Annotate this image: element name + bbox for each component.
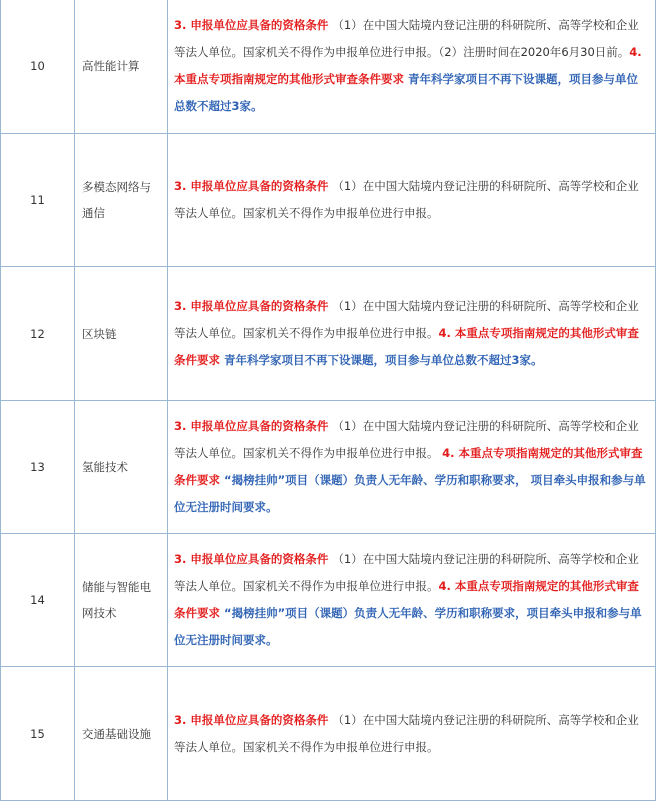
- row-number: 13: [1, 401, 75, 534]
- table-row: [1, 0, 656, 134]
- qualification-heading: 3. 申报单位应具备的资格条件: [174, 712, 333, 727]
- qualification-text: （1）在中国大陆境内登记注册的科研院所、高等学校和企业等法人单位。国家机关不得作为申报单位进行申报。: [174, 712, 639, 754]
- table-row: [1, 134, 656, 267]
- requirements-text: [168, 401, 656, 534]
- qualification-heading: 3. 申报单位应具备的资格条件: [174, 552, 333, 566]
- requirements-text: [168, 0, 656, 134]
- qualification-heading: 3. 申报单位应具备的资格条件: [174, 179, 333, 193]
- other-requirements-text: “揭榜挂帅”项目（课题）负责人无年龄、学历和职称要求， 项目牵头申报和参与单位无注册时间要求。: [174, 473, 646, 514]
- table-row: [1, 267, 656, 401]
- row-number: 10: [1, 0, 75, 134]
- project-name: 多模态网络与通信: [75, 134, 168, 267]
- qualification-text: （1）在中国大陆境内登记注册的科研院所、高等学校和企业等法人单位。国家机关不得作为申报单位进行申报。（2）注册时间在2020年6月30日前。: [174, 18, 639, 59]
- table-row: [1, 534, 656, 667]
- qualification-heading: 3. 申报单位应具备的资格条件: [174, 419, 333, 433]
- project-name: 氢能技术: [75, 401, 168, 534]
- other-requirements-text: “揭榜挂帅”项目（课题）负责人无年龄、学历和职称要求，项目牵头申报和参与单位无注册时间要求。: [174, 606, 642, 647]
- row-number: 11: [1, 134, 75, 267]
- qualification-text: （1）在中国大陆境内登记注册的科研院所、高等学校和企业等法人单位。国家机关不得作为申报单位进行申报。: [174, 299, 639, 340]
- project-name: 高性能计算: [75, 0, 168, 134]
- qualification-heading: 3. 申报单位应具备的资格条件: [174, 299, 333, 313]
- requirements-text: [168, 267, 656, 401]
- row-number: 12: [1, 267, 75, 401]
- qualification-heading: 3. 申报单位应具备的资格条件: [174, 18, 333, 32]
- other-requirements-heading: 4. 本重点专项指南规定的其他形式审查条件要求: [174, 446, 643, 487]
- other-requirements-text: 青年科学家项目不再下设课题，项目参与单位总数不超过3家。: [224, 353, 543, 367]
- requirements-text: [168, 134, 656, 267]
- project-name: 交通基础设施: [75, 667, 168, 801]
- requirements-text: [168, 534, 656, 667]
- requirements-table-body: [1, 0, 656, 801]
- table-row: [1, 401, 656, 534]
- qualification-text: （1）在中国大陆境内登记注册的科研院所、高等学校和企业等法人单位。国家机关不得作为申报单位进行申报。: [174, 419, 639, 460]
- other-requirements-heading: 4. 本重点专项指南规定的其他形式审查条件要求: [174, 579, 639, 620]
- requirements-text: [168, 667, 656, 801]
- row-number: 14: [1, 534, 75, 667]
- project-name: 储能与智能电网技术: [75, 534, 168, 667]
- other-requirements-text: 青年科学家项目不再下设课题，项目参与单位总数不超过3家。: [174, 72, 639, 113]
- row-number: 15: [1, 667, 75, 801]
- project-name: 区块链: [75, 267, 168, 401]
- table-row: [1, 667, 656, 801]
- qualification-text: （1）在中国大陆境内登记注册的科研院所、高等学校和企业等法人单位。国家机关不得作为申报单位进行申报。: [174, 552, 639, 593]
- other-requirements-heading: 4. 本重点专项指南规定的其他形式审查条件要求: [174, 326, 639, 367]
- other-requirements-heading: 4. 本重点专项指南规定的其他形式审查条件要求: [174, 45, 642, 86]
- qualification-text: （1）在中国大陆境内登记注册的科研院所、高等学校和企业 等法人单位。国家机关不得作为申报单位进行申报。: [174, 179, 639, 220]
